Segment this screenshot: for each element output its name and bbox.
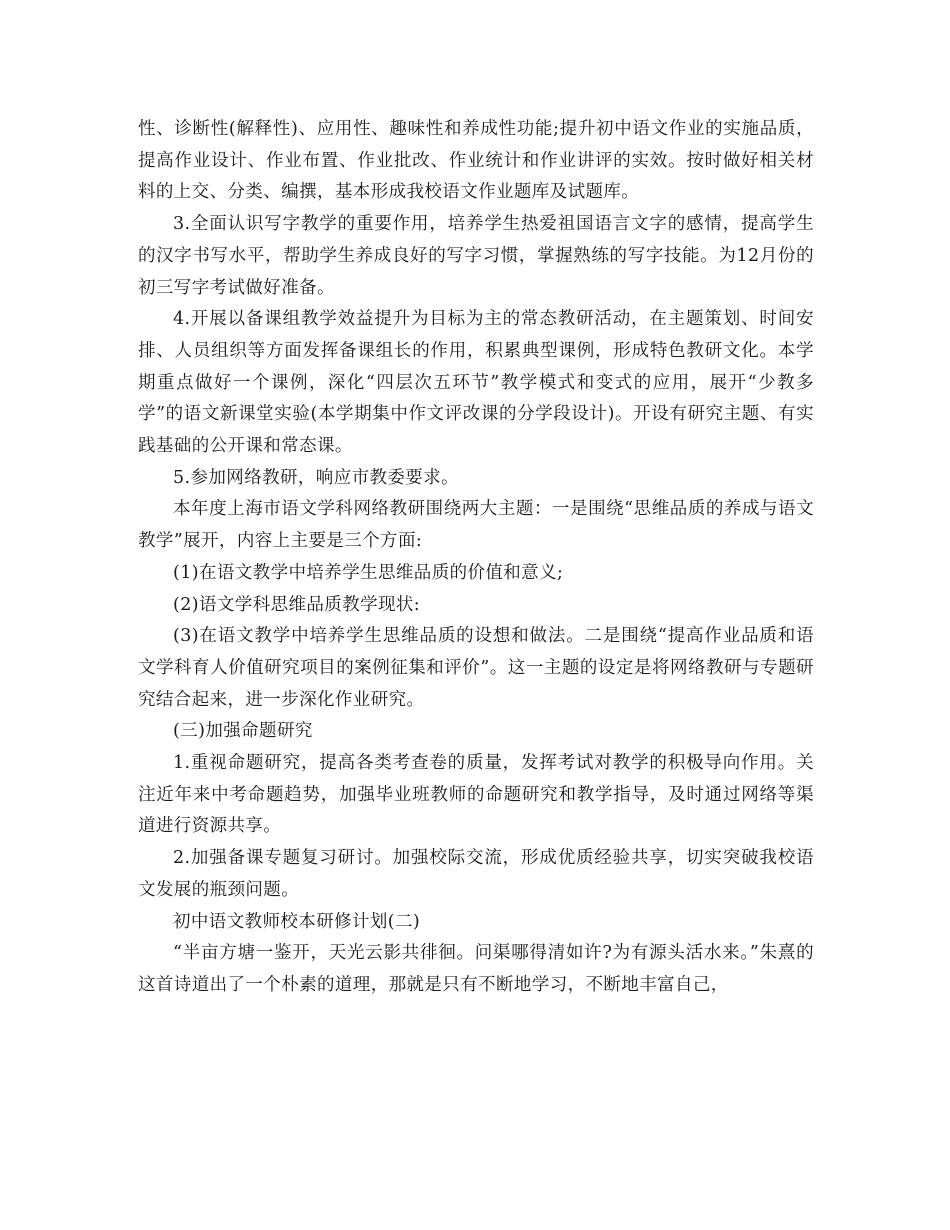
paragraph-sub-2: (2)语文学科思维品质教学现状: — [173, 594, 421, 615]
paragraph-item-5-online: 5.参加网络教研，响应市教委要求。 — [173, 467, 459, 488]
section-heading-3: (三)加强命题研究 — [173, 721, 313, 742]
paragraph-poem-quote: “半亩方塘一鉴开，天光云影共徘徊。问渠哪得清如许?为有源头活水来。”朱熹的这首诗道出了一个朴素的道理，那就是只有不断地学习，不断地丰富自己， — [138, 943, 814, 995]
paragraph-exam-1: 1.重视命题研究，提高各类考查卷的质量，发挥考试对教学的积极导向作用。关注近年来中考命题趋势，加强毕业班教师的命题研究和教学指导，及时通过网络等渠道进行资源共享。 — [138, 753, 814, 837]
paragraph-item-4-research: 4.开展以备课组教学效益提升为目标为主的常态教研活动，在主题策划、时间安排、人员组织等方面发挥备课组长的作用，积累典型课例，形成特色教研文化。本学期重点做好一个课例，深化“四层次五环节”教学模式和变式的应用，展开“少教多学”的语文新课堂实验(本学期集中作文评改课的分学段设计)。开设有研究主题、有实践基础的公开课和常态课。 — [138, 309, 814, 457]
plan-title-2: 初中语文教师校本研修计划(二) — [173, 911, 421, 932]
paragraph-item-3-writing: 3.全面认识写字教学的重要作用，培养学生热爱祖国语言文字的感情，提高学生的汉字书写水平，帮助学生养成良好的写字习惯，掌握熟练的写字技能。为12月份的初三写字考试做好准备。 — [138, 214, 814, 298]
paragraph-sub-1: (1)在语文教学中培养学生思维品质的价值和意义; — [173, 562, 564, 583]
paragraph-online-themes: 本年度上海市语文学科网络教研围绕两大主题：一是围绕“思维品质的养成与语文教学”展开，内容上主要是三个方面: — [138, 499, 814, 552]
paragraph-exam-2: 2.加强备课专题复习研讨。加强校际交流，形成优质经验共享，切实突破我校语文发展的瓶颈问题。 — [138, 848, 814, 900]
document-body — [138, 114, 814, 1002]
paragraph-intro-continuation: 性、诊断性(解释性)、应用性、趣味性和养成性功能;提升初中语文作业的实施品质，提高作业设计、作业布置、作业批改、作业统计和作业讲评的实效。按时做好相关材料的上交、分类、编撰，基本形成我校语文作业题库及试题库。 — [138, 119, 814, 203]
paragraph-sub-3: (3)在语文教学中培养学生思维品质的设想和做法。二是围绕“提高作业品质和语文学科育人价值研究项目的案例征集和评价”。这一主题的设定是将网络教研与专题研究结合起来，进一步深化作业研究。 — [138, 626, 814, 710]
